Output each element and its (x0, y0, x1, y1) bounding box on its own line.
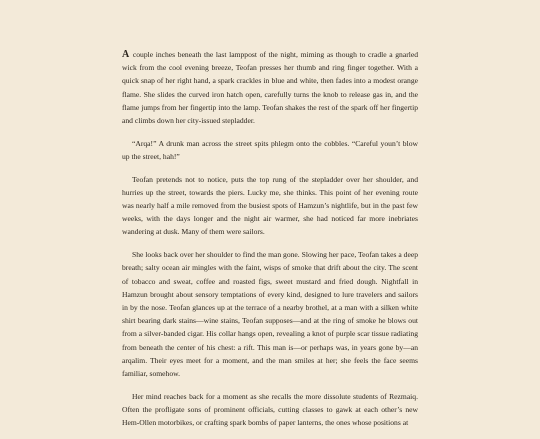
paragraph-4: She looks back over her shoulder to find the man gone. Slowing her pace, Teofan takes a deep breath; salty ocean air mingles with the faint, wisps of smoke that drift about the city. The scent of tobacco and sweat, coffee and roasted figs, sweet mustard and fried dough. Nightfall in Hamzun brought about sensory temptations of every kind, designed to lure travelers and sailors in by the nose. Teofan glances up at the terrace of a nearby brothel, at a man with a silken white shirt bearing dark stains—wine stains, Teofan supposes—and at the ring of smoke he blows out from a silver-banded cigar. His collar hangs open, revealing a knot of purple scar tissue radiating from beneath the center of his chest: a rift. This man is—or perhaps was, in years gone by—an arqalim. Their eyes meet for a moment, and the man smiles at her; she feels the face seems familiar, somehow. (122, 250, 418, 378)
paragraph-5: Her mind reaches back for a moment as she recalls the more dissolute students of Rezmaiq. Often the profligate sons of prominent officials, cutting classes to gawk at each other’s new Hem-Ollen motorbikes, or crafting spark bombs of paper lanterns, the ones whose positions at (122, 391, 418, 428)
paragraph-1 (122, 48, 418, 127)
drop-cap: A (122, 49, 130, 60)
paragraph-2: “Arqa!” A drunk man across the street spits phlegm onto the cobbles. “Careful youn’t blow up the street, hah!” (122, 138, 418, 161)
paragraph-3: Teofan pretends not to notice, puts the top rung of the stepladder over her shoulder, and hurries up the street, towards the piers. Lucky me, she thinks. This point of her evening route was nearly half a mile removed from the busiest spots of Hamzun’s nightlife, but in the past few weeks, with the days longer and the night air warmer, she had noticed far more inebriates wandering at dusk. Many of them were sailors. (122, 174, 418, 237)
story-text (122, 48, 418, 439)
paragraph-1-text: couple inches beneath the last lamppost of the night, miming as though to cradle a gnarled wick from the cool evening breeze, Teofan presses her thumb and ring finger together. With a quick snap of her right hand, a spark crackles in blue and white, then fades into a modest orange flame. She slides the curved iron hatch open, carefully turns the knob to release gas in, and the flame jumps from her fingertip into the lamp. Teofan shakes the rest of the spark off her fingertip and climbs down her city-issued stepladder. (122, 50, 418, 126)
